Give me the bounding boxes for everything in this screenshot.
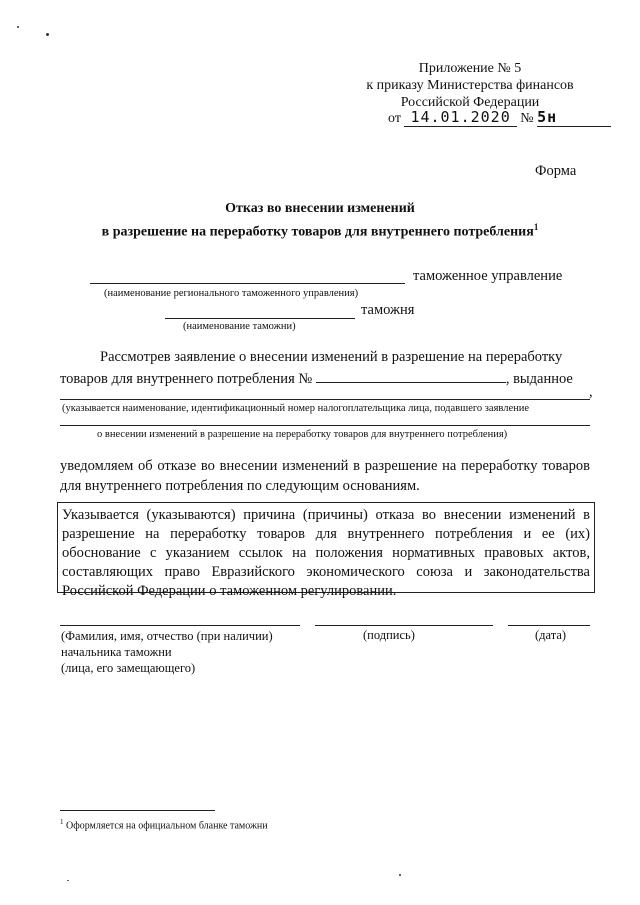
para1-line-2: товаров для внутреннего потребления № , выданное	[60, 368, 573, 388]
appendix-header	[350, 60, 590, 111]
customs-field[interactable]	[165, 318, 355, 319]
name-caption-line-1: (Фамилия, имя, отчество (при наличии)	[61, 629, 273, 643]
footnote-marker: 1	[533, 222, 539, 232]
title-line-1: Отказ во внесении изменений	[225, 201, 415, 216]
applicant-field-2[interactable]	[60, 425, 590, 426]
refusal-statement: уведомляем об отказе во внесении изменений в разрешение на переработку товаров для внутреннего потребления по следующим основаниям.	[60, 458, 590, 494]
para1-line-1: Рассмотрев заявление о внесении изменений в разрешение на переработку	[100, 349, 563, 365]
customs-admin-field[interactable]	[90, 283, 405, 284]
name-field[interactable]	[60, 625, 300, 626]
footnote	[60, 818, 268, 831]
appendix-line-2: к приказу Министерства финансов	[366, 78, 574, 93]
signature-caption: (подпись)	[363, 628, 415, 642]
footnote-number: 1	[60, 818, 64, 826]
scan-speck	[46, 33, 49, 36]
form-label: Форма	[535, 163, 577, 179]
scan-speck	[399, 874, 401, 876]
footnote-text: Оформляется на официальном бланке таможни	[66, 820, 268, 832]
customs-suffix: таможня	[361, 302, 415, 318]
applicant-comma: ,	[589, 384, 593, 400]
scan-speck	[67, 880, 69, 881]
applicant-field-1[interactable]	[60, 399, 590, 400]
appendix-line-1: Приложение № 5	[418, 61, 522, 76]
date-field[interactable]	[508, 625, 590, 626]
footnote-separator	[60, 810, 215, 811]
name-caption	[61, 628, 273, 676]
title-line-2: в разрешение на переработку товаров для внутреннего потребления$^1$	[101, 222, 539, 240]
customs-admin-suffix: таможенное управление	[413, 268, 563, 284]
reason-box: Указывается (указываются) причина (причины) отказа во внесении изменений в разрешение на переработку товаров для внутреннего потребления и ее (их) обоснование с указанием ссылок на положения нормативных правовых актов, составляющих право Евразийского экономического союза и законодательства Российской Федерации о таможенном регулировании.	[57, 502, 595, 593]
permit-number-field[interactable]	[316, 368, 506, 383]
date-caption: (дата)	[535, 628, 567, 642]
customs-hint: (наименование таможни)	[183, 321, 296, 332]
order-date-row	[388, 108, 611, 127]
customs-admin-hint: (наименование регионального таможенного управления)	[104, 288, 359, 299]
date-prefix: от	[388, 111, 401, 126]
scan-speck	[17, 26, 19, 28]
order-number: 5н	[537, 108, 611, 127]
name-caption-line-3: (лица, его замещающего)	[61, 661, 196, 675]
appendix-line-3: Российской Федерации	[400, 95, 540, 110]
applicant-hint-1: (указывается наименование, идентификационный номер налогоплательщика лица, подавшего заявление	[62, 403, 530, 414]
applicant-hint-2: о внесении изменений в разрешение на переработку товаров для внутреннего потребления)	[97, 429, 508, 440]
document-title	[0, 199, 640, 242]
name-caption-line-2: начальника таможни	[61, 645, 172, 659]
number-prefix: №	[520, 111, 534, 126]
order-date: 14.01.2020	[404, 108, 516, 127]
signature-field[interactable]	[315, 625, 493, 626]
